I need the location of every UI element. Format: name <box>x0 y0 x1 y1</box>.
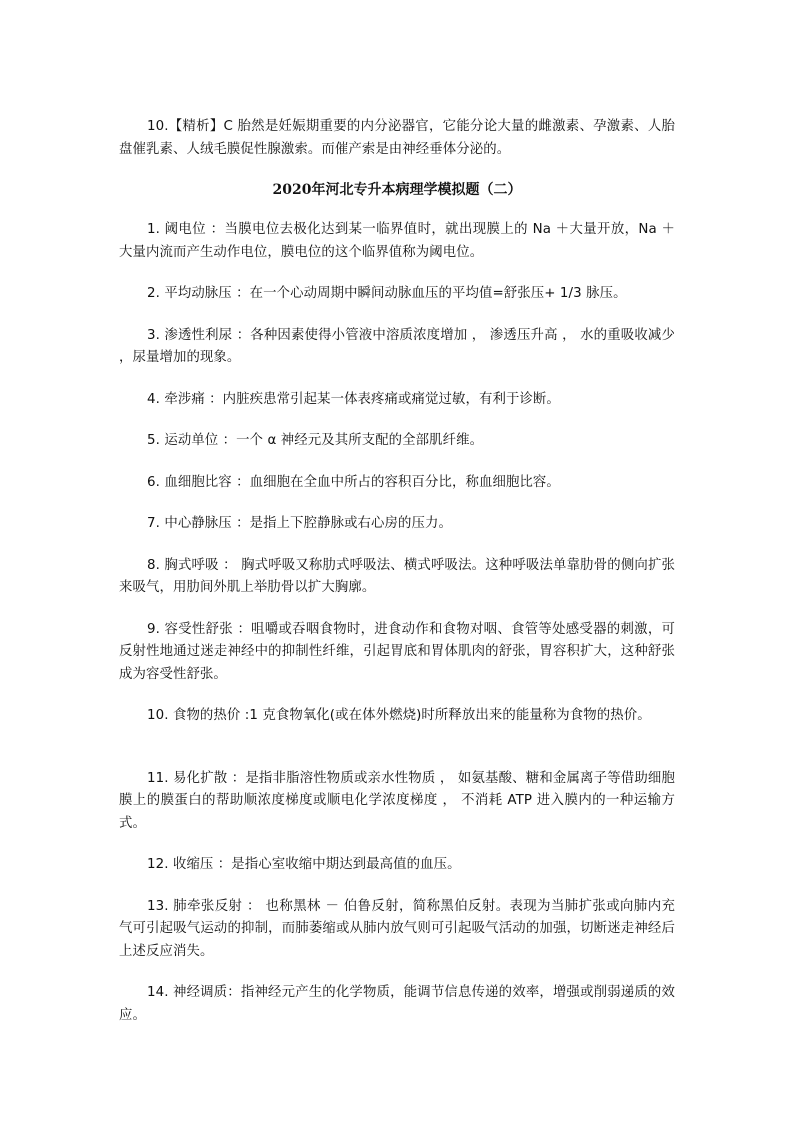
spacer <box>119 728 675 768</box>
definition-item-3: 3. 渗透性利尿 ：各种因素使得小管液中溶质浓度增加 ， 渗透压升高 ， 水的重吸收减少 ，尿量增加的现象。 <box>119 327 675 365</box>
spacer <box>119 264 675 283</box>
spacer <box>119 835 675 854</box>
definition-item-4: 4. 牵涉痛 ：内脏疾患常引起某一体表疼痛或痛觉过敏，有利于诊断。 <box>147 391 560 407</box>
spacer <box>119 600 675 619</box>
definition-item-11: 11. 易化扩散 ：是指非脂溶性物质或亲水性物质 ， 如氨基酸、糖和金属离子等借助细胞膜上的膜蛋白的帮助顺浓度梯度或顺电化学浓度梯度 ， 不消耗 ATP 进入膜内的一种运输方式。 <box>119 770 675 831</box>
spacer <box>119 536 675 555</box>
definition-item-12: 12. 收缩压 ：是指心室收缩中期达到最高值的血压。 <box>147 857 461 872</box>
definition-item-9: 9. 容受性舒张 ：咀嚼或吞咽食物时，进食动作和食物对咽、食管等处感受器的刺激，可反射性地通过迷走神经中的抑制性纤维，引起胃底和胃体肌肉的舒张，胃容积扩大，这种舒张成为容受性舒张。 <box>119 621 675 682</box>
definition-item-1: 1. 阈电位 ：当膜电位去极化达到某一临界值时，就出现膜上的 Na ＋大量开放，Na ＋大量内流而产生动作电位，膜电位的这个临界值称为阈电位。 <box>119 222 675 260</box>
spacer <box>119 877 675 896</box>
definition-item-7: 7. 中心静脉压 ：是指上下腔静脉或右心房的压力。 <box>147 516 452 531</box>
spacer <box>119 161 675 179</box>
spacer <box>119 411 675 430</box>
intro-paragraph: 10.【精析】C 胎然是妊娠期重要的内分泌器官，它能分论大量的雌激素、孕激素、人胎盘催乳素、人绒毛膜促性腺激索。而催产索是由神经垂体分泌的。 <box>119 119 675 157</box>
definition-item-5: 5. 运动单位 ：一个 α 神经元及其所支配的全部肌纤维。 <box>147 433 484 448</box>
definition-item-13: 13. 肺牵张反射 ： 也称黑林 － 伯鲁反射，简称黑伯反射。表现为当肺扩张或向肺内充气可引起吸气运动的抑制，而肺萎缩或从肺内放气则可引起吸气活动的加强，切断迷走神经后上述反应消失。 <box>119 898 675 959</box>
definition-item-10: 10. 食物的热价 :1 克食物氧化(或在体外燃烧)时所释放出来的能量称为食物的热价。 <box>147 708 651 723</box>
spacer <box>119 306 675 325</box>
spacer <box>119 453 675 472</box>
spacer <box>119 494 675 513</box>
spacer <box>119 963 675 982</box>
spacer <box>119 686 675 705</box>
definition-item-6: 6. 血细胞比容 ：血细胞在全血中所占的容积百分比，称血细胞比容。 <box>147 474 560 490</box>
spacer <box>119 201 675 219</box>
spacer <box>119 370 675 389</box>
document-page <box>119 116 675 1027</box>
definition-item-8: 8. 胸式呼吸 ： 胸式呼吸又称肋式呼吸法、横式呼吸法。这种呼吸法单靠肋骨的侧向扩张来吸气，用肋间外肌上举肋骨以扩大胸廓。 <box>119 557 675 595</box>
page-title: 2020年河北专升本病理学模拟题（二） <box>272 182 522 198</box>
definition-item-14: 14. 神经调质：指神经元产生的化学物质，能调节信息传递的效率，增强或削弱递质的效应。 <box>119 985 675 1023</box>
definition-item-2: 2. 平均动脉压 ：在一个心动周期中瞬间动脉血压的平均值=舒张压+ 1/3 脉压。 <box>147 286 627 301</box>
